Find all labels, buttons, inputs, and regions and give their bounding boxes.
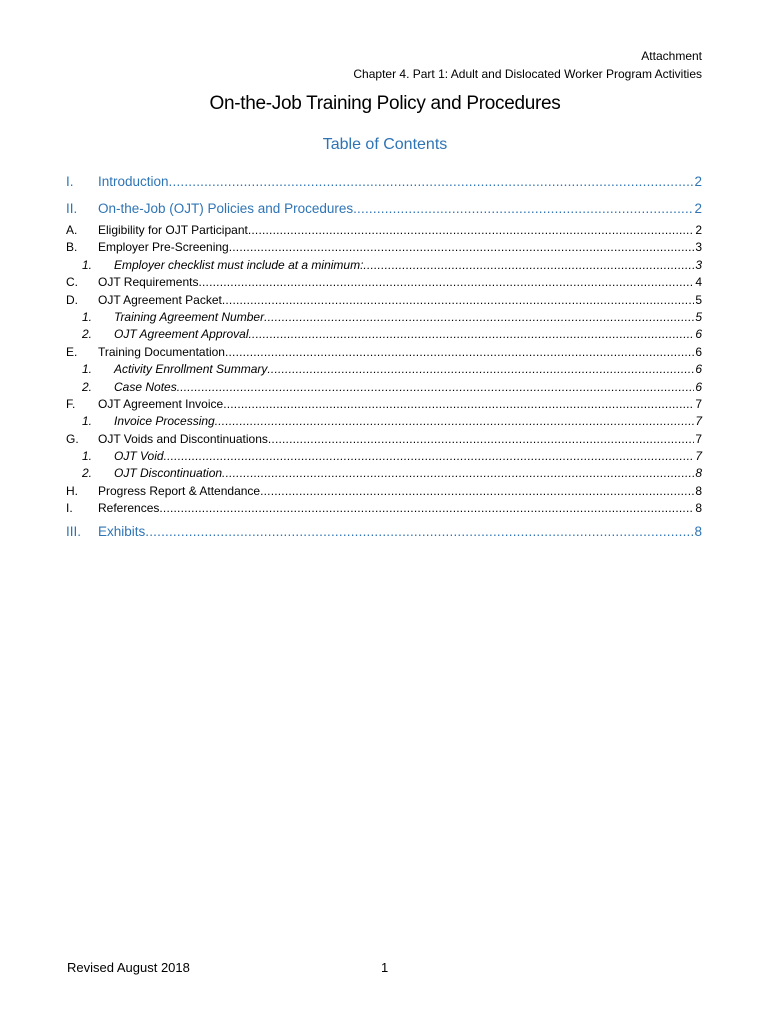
toc-entry-training-documentation[interactable] [66, 344, 702, 361]
toc-entry-title: OJT Requirements [98, 275, 199, 290]
toc-leader-dots [215, 413, 695, 430]
toc-entry-page: 6 [695, 379, 702, 394]
toc-entry-number: 2. [82, 466, 93, 481]
toc-entry-ojt-requirements[interactable] [66, 274, 702, 291]
toc-entry-ojt-discontinuation[interactable] [66, 465, 702, 482]
toc-entry-page: 2 [694, 174, 702, 189]
toc-entry-title: Exhibits [98, 523, 146, 539]
toc-entry-title: Case Notes [114, 379, 177, 394]
toc-entry-page: 2 [694, 201, 702, 216]
toc-entry-page: 7 [695, 431, 702, 446]
toc-entry-title: Introduction [98, 174, 169, 189]
toc-entry-number: B. [66, 240, 78, 255]
toc-leader-dots [248, 222, 694, 239]
header-chapter: Chapter 4. Part 1: Adult and Dislocated Worker Program Activities [353, 67, 702, 81]
toc-entry-number: D. [66, 292, 78, 307]
toc-entry-page: 3 [695, 257, 702, 272]
toc-leader-dots [177, 379, 695, 396]
toc-leader-dots [267, 361, 694, 378]
toc-leader-dots [353, 196, 693, 222]
toc-entry-number: H. [66, 483, 78, 498]
toc-entry-number: 1. [82, 257, 93, 272]
toc-entry-number: II. [66, 201, 78, 216]
toc-entry-title: OJT Agreement Invoice [98, 396, 224, 411]
toc-leader-dots [264, 309, 694, 326]
toc-entry-page: 6 [695, 362, 702, 377]
toc-leader-dots [198, 274, 694, 291]
toc-leader-dots [249, 326, 695, 343]
toc-entry-page: 5 [695, 309, 702, 324]
toc-entry-number: 2. [82, 379, 93, 394]
toc-entry-title: Employer checklist must include at a minimum: [114, 257, 364, 272]
toc-entry-employer-pre-screening[interactable] [66, 239, 702, 256]
toc-leader-dots [268, 431, 694, 448]
toc-entry-ojt-policies[interactable] [66, 196, 702, 222]
toc-entry-case-notes[interactable] [66, 379, 702, 396]
toc-entry-references[interactable] [66, 500, 702, 517]
toc-entry-ojt-voids-discontinuations[interactable] [66, 431, 702, 448]
toc-entry-number: G. [66, 431, 79, 446]
toc-leader-dots [222, 465, 694, 482]
toc-entry-ojt-void[interactable] [66, 448, 702, 465]
toc-leader-dots [169, 169, 694, 195]
toc-entry-number: C. [66, 275, 78, 290]
toc-entry-page: 7 [695, 414, 702, 429]
toc-entry-number: 1. [82, 449, 93, 464]
toc-entry-ojt-agreement-approval[interactable] [66, 326, 702, 343]
toc-entry-number: F. [66, 396, 76, 411]
toc-entry-number: 1. [82, 414, 93, 429]
toc-entry-page: 8 [695, 501, 702, 516]
toc-entry-number: III. [66, 523, 82, 539]
toc-entry-page: 2 [695, 223, 702, 237]
toc-leader-dots [260, 483, 694, 500]
document-title: On-the-Job Training Policy and Procedures [209, 93, 561, 114]
toc-entry-title: Training Agreement Number [114, 309, 265, 324]
table-of-contents [66, 168, 702, 545]
toc-entry-title: OJT Agreement Packet [98, 292, 222, 307]
toc-entry-activity-enrollment-summary[interactable] [66, 361, 702, 378]
toc-entry-page: 4 [695, 275, 702, 290]
toc-entry-number: I. [66, 501, 73, 516]
toc-entry-number: E. [66, 344, 78, 359]
toc-entry-ojt-agreement-packet[interactable] [66, 292, 702, 309]
toc-entry-title: Progress Report & Attendance [98, 483, 261, 498]
toc-leader-dots [222, 292, 694, 309]
toc-leader-dots [363, 257, 694, 274]
toc-entry-number: 2. [82, 327, 93, 342]
toc-leader-dots [145, 519, 693, 545]
toc-entry-title: OJT Void [114, 449, 164, 464]
toc-entry-exhibits[interactable] [66, 519, 702, 545]
toc-entry-page: 7 [695, 449, 702, 464]
toc-entry-invoice-processing[interactable] [66, 413, 702, 430]
toc-entry-title: On-the-Job (OJT) Policies and Procedures [98, 201, 354, 216]
toc-entry-number: I. [66, 174, 74, 189]
toc-entry-employer-checklist[interactable] [66, 257, 702, 274]
toc-heading: Table of Contents [322, 136, 448, 153]
toc-leader-dots [164, 448, 695, 465]
toc-entry-number: A. [66, 223, 78, 237]
toc-leader-dots [159, 500, 694, 517]
page-header [353, 47, 702, 83]
toc-entry-page: 5 [695, 292, 702, 307]
toc-entry-number: 1. [82, 309, 93, 324]
toc-leader-dots [223, 396, 694, 413]
toc-entry-training-agreement-number[interactable] [66, 309, 702, 326]
toc-entry-progress-report[interactable] [66, 483, 702, 500]
toc-entry-page: 8 [695, 483, 702, 498]
toc-entry-title: Eligibility for OJT Participant [98, 223, 248, 237]
toc-entry-title: OJT Voids and Discontinuations [98, 431, 268, 446]
footer-revised-date: Revised August 2018 [67, 960, 190, 975]
toc-entry-title: Activity Enrollment Summary [114, 362, 268, 377]
footer-page-number: 1 [381, 960, 389, 975]
toc-entry-title: Invoice Processing [114, 414, 215, 429]
toc-entry-page: 6 [695, 327, 702, 342]
toc-entry-title: Employer Pre-Screening [98, 240, 229, 255]
toc-leader-dots [229, 239, 695, 256]
toc-entry-title: References [98, 501, 160, 516]
toc-entry-title: Training Documentation [98, 344, 225, 359]
header-attachment: Attachment [641, 49, 702, 63]
toc-entry-page: 8 [695, 466, 702, 481]
toc-entry-eligibility[interactable] [66, 222, 702, 239]
toc-entry-page: 6 [695, 344, 702, 359]
toc-entry-page: 7 [695, 396, 702, 411]
toc-entry-page: 3 [695, 240, 702, 255]
toc-entry-introduction[interactable] [66, 169, 702, 195]
toc-entry-title: OJT Discontinuation [114, 466, 223, 481]
toc-entry-number: 1. [82, 362, 93, 377]
toc-entry-page: 8 [694, 523, 702, 539]
toc-leader-dots [225, 344, 694, 361]
toc-entry-ojt-agreement-invoice[interactable] [66, 396, 702, 413]
toc-entry-title: OJT Agreement Approval [114, 327, 249, 342]
